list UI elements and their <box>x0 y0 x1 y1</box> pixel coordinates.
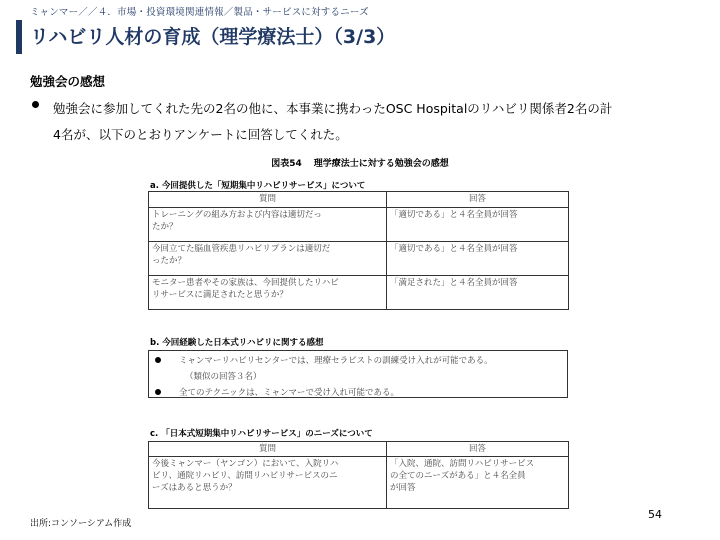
table-row <box>149 457 569 509</box>
figure-title <box>0 156 720 169</box>
question-line: トレーニングの組み方および内容は適切だっ <box>152 210 322 220</box>
bullet-icon <box>155 389 161 395</box>
figure-number: 図表54 <box>271 159 302 169</box>
section-label: 勉強会の感想 <box>30 74 106 89</box>
header-answer: 回答 <box>387 192 569 208</box>
page-number: 54 <box>648 508 662 521</box>
list-item-text: ミャンマーリハビリセンターでは、理療セラピストの訓練受け入れが可能である。 <box>179 356 493 366</box>
part-c-table <box>148 441 569 509</box>
table-header-row <box>149 192 569 208</box>
question-line: 今後ミャンマー（ヤンゴン）において、入院リハ <box>152 459 339 469</box>
bullet-icon <box>32 101 39 108</box>
part-b-heading: b. 今回経験した日本式リハビリに関する感想 <box>150 338 324 348</box>
question-cell <box>149 457 387 509</box>
header-answer: 回答 <box>387 442 569 457</box>
question-line: リサービスに満足されたと思うか？ <box>152 290 288 300</box>
answer-cell <box>387 457 569 509</box>
part-a-heading: a. 今回提供した「短期集中リハビリサービス」について <box>150 181 366 191</box>
list-item-text: 全てのテクニックは、ミャンマーで受け入れ可能である。 <box>179 388 399 398</box>
question-line: ったか？ <box>152 256 187 266</box>
bullet-icon <box>155 357 161 363</box>
bullet-text <box>53 96 693 148</box>
breadcrumb: ミャンマー／／４．市場・投資環境関連情報／製品・サービスに対するニーズ <box>30 7 369 18</box>
question-cell <box>149 242 387 276</box>
header-question: 質問 <box>149 442 387 457</box>
page-title: リハビリ人材の育成（理学療法士）（3/3） <box>30 26 396 48</box>
question-cell <box>149 276 387 310</box>
question-cell <box>149 208 387 242</box>
table-header-row <box>149 442 569 457</box>
answer-line: の全てのニーズがある」と４名全員 <box>390 471 526 481</box>
table-row <box>149 276 569 310</box>
bullet-line-1: 勉強会に参加してくれた先の2名の他に、本事業に携わったOSC Hospitalのリハビリ関係者2名の計 <box>53 101 613 116</box>
question-line: モニター患者やその家族は、今回提供したリハビ <box>152 278 339 288</box>
answer-cell: 「満足された」と４名全員が回答 <box>387 276 569 310</box>
figure-caption: 理学療法士に対する勉強会の感想 <box>313 159 449 169</box>
source-note: 出所:コンソーシアム作成 <box>30 519 132 529</box>
bullet-line-2: 4名が、以下のとおりアンケートに回答してくれた。 <box>53 127 348 142</box>
table-row <box>149 208 569 242</box>
part-a-table <box>148 191 569 310</box>
title-accent-bar <box>16 20 22 54</box>
answer-cell: 「適切である」と４名全員が回答 <box>387 242 569 276</box>
part-b-box <box>148 350 568 398</box>
table-row <box>149 242 569 276</box>
list-item-text: （類似の回答３名） <box>185 372 262 382</box>
question-line: 今回立てた脳血管疾患リハビリプランは適切だ <box>152 244 331 254</box>
answer-line: が回答 <box>390 483 416 493</box>
answer-line: 「入院、通院、訪問リハビリサービス <box>390 459 535 469</box>
question-line: ーズはあると思うか？ <box>152 483 237 493</box>
header-question: 質問 <box>149 192 387 208</box>
part-c-heading: c. 「日本式短期集中リハビリサービス」のニーズについて <box>150 429 373 439</box>
question-line: たか？ <box>152 222 178 232</box>
question-line: ビリ、通院リハビリ、訪問リハビリサービスのニ <box>152 471 338 481</box>
answer-cell: 「適切である」と４名全員が回答 <box>387 208 569 242</box>
